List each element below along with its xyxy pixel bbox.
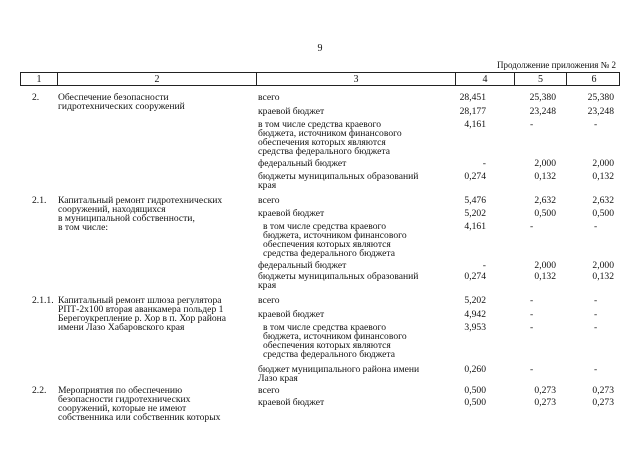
row-name-line: в муниципальной собственности,	[58, 213, 195, 224]
source-label: федеральный бюджет	[258, 158, 347, 169]
row-name-line: сооружений, находящихся	[58, 204, 166, 215]
appendix-continuation-note: Продолжение приложения № 2	[496, 60, 616, 70]
value-col4: 4,942	[464, 309, 486, 320]
source-label: бюджет муниципального района имени	[258, 364, 420, 375]
source-label: всего	[258, 92, 280, 103]
source-label: края	[258, 280, 277, 291]
source-label: краевой бюджет	[258, 309, 325, 320]
row-number: 2.1.	[32, 195, 47, 206]
source-label: в том числе средства краевого	[263, 221, 387, 232]
source-label: средства федерального бюджета	[258, 146, 390, 157]
value-col4: 0,274	[464, 271, 486, 282]
source-label: краевой бюджет	[258, 208, 325, 219]
value-col5: 23,248	[529, 106, 556, 117]
row-name-line: Берегоукрепление р. Хор в п. Хор района	[58, 313, 227, 324]
value-col4: 28,451	[459, 92, 486, 103]
row-name-line: в том числе:	[58, 222, 109, 233]
source-label: в том числе средства краевого	[263, 322, 387, 333]
row-name-line: Капитальный ремонт гидротехнических	[58, 195, 223, 206]
value-col4: 3,953	[464, 322, 486, 333]
value-col4: 5,202	[464, 295, 486, 306]
source-label: средства федерального бюджета	[263, 248, 395, 259]
value-col4: 5,202	[464, 208, 486, 219]
value-col5: 0,273	[534, 397, 556, 408]
value-col5: -	[530, 364, 534, 375]
source-label: бюджета, источником финансового	[263, 230, 407, 241]
value-col4: 4,161	[464, 119, 486, 130]
value-col6: 0,500	[592, 208, 614, 219]
value-col4: -	[482, 260, 486, 271]
row-name-line: Обеспечение безопасности	[58, 92, 169, 103]
value-col6: 2,000	[592, 260, 614, 271]
source-label: обеспечения которых являются	[263, 239, 391, 250]
value-col6: -	[594, 221, 598, 232]
value-col5: 0,500	[534, 208, 556, 219]
source-label: федеральный бюджет	[258, 260, 347, 271]
row-number: 2.2.	[32, 385, 47, 396]
table-header	[20, 72, 620, 86]
row-number: 2.	[32, 92, 40, 103]
value-col4: 28,177	[459, 106, 486, 117]
source-label: бюджета, источником финансового	[258, 128, 402, 139]
value-col5: 2,632	[534, 195, 556, 206]
value-col6: 2,000	[592, 158, 614, 169]
value-col4: 4,161	[464, 221, 486, 232]
source-label: всего	[258, 195, 280, 206]
value-col6: -	[594, 322, 598, 333]
column-header: 2	[57, 73, 256, 86]
value-col5: 2,000	[534, 158, 556, 169]
column-header: 3	[256, 73, 455, 86]
source-label: бюджеты муниципальных образований	[258, 171, 419, 182]
value-col4: 0,274	[464, 171, 486, 182]
value-col6: -	[594, 309, 598, 320]
value-col5: -	[530, 221, 534, 232]
value-col6: 23,248	[587, 106, 614, 117]
page-number: 9	[317, 43, 323, 54]
row-name-line: РПТ-2х100 вторая аванкамера польдер 1	[58, 304, 224, 315]
source-label: средства федерального бюджета	[263, 349, 395, 360]
row-name-line: безопасности гидротехнических	[58, 394, 191, 405]
column-header: 5	[514, 73, 566, 86]
column-header: 6	[566, 73, 621, 86]
value-col4: 0,260	[464, 364, 486, 375]
source-label: обеспечения которых являются	[263, 340, 391, 351]
source-label: Лазо края	[258, 373, 298, 384]
row-name-line: собственника или собственник которых	[58, 412, 221, 423]
value-col6: -	[594, 119, 598, 130]
value-col5: -	[530, 322, 534, 333]
value-col6: -	[594, 364, 598, 375]
value-col5: 0,132	[534, 171, 556, 182]
value-col5: 0,273	[534, 385, 556, 396]
value-col6: 0,273	[592, 397, 614, 408]
source-label: всего	[258, 295, 280, 306]
row-name-line: гидротехнических сооружений	[58, 101, 185, 112]
value-col5: 0,132	[534, 271, 556, 282]
value-col5: 2,000	[534, 260, 556, 271]
value-col4: -	[482, 158, 486, 169]
source-label: всего	[258, 385, 280, 396]
value-col4: 0,500	[464, 397, 486, 408]
value-col6: 2,632	[592, 195, 614, 206]
row-number: 2.1.1.	[32, 295, 54, 306]
value-col5: -	[530, 309, 534, 320]
row-name-line: Капитальный ремонт шлюза регулятора	[58, 295, 222, 306]
value-col4: 0,500	[464, 385, 486, 396]
source-label: краевой бюджет	[258, 397, 325, 408]
source-label: краевой бюджет	[258, 106, 325, 117]
value-col4: 5,476	[464, 195, 486, 206]
value-col6: 25,380	[587, 92, 614, 103]
source-label: в том числе средства краевого	[258, 119, 382, 130]
column-header: 1	[36, 74, 42, 85]
row-name-line: сооружений, которые не имеют	[58, 403, 187, 414]
source-label: обеспечения которых являются	[258, 137, 386, 148]
value-col5: -	[530, 119, 534, 130]
value-col6: -	[594, 295, 598, 306]
row-name-line: Мероприятия по обеспечению	[58, 385, 183, 396]
value-col6: 0,132	[592, 171, 614, 182]
source-label: края	[258, 180, 277, 191]
value-col6: 0,273	[592, 385, 614, 396]
value-col5: 25,380	[529, 92, 556, 103]
source-label: бюджета, источником финансового	[263, 331, 407, 342]
column-header: 4	[455, 73, 514, 86]
value-col5: -	[530, 295, 534, 306]
source-label: бюджеты муниципальных образований	[258, 271, 419, 282]
value-col6: 0,132	[592, 271, 614, 282]
row-name-line: имени Лазо Хабаровского края	[58, 322, 185, 333]
